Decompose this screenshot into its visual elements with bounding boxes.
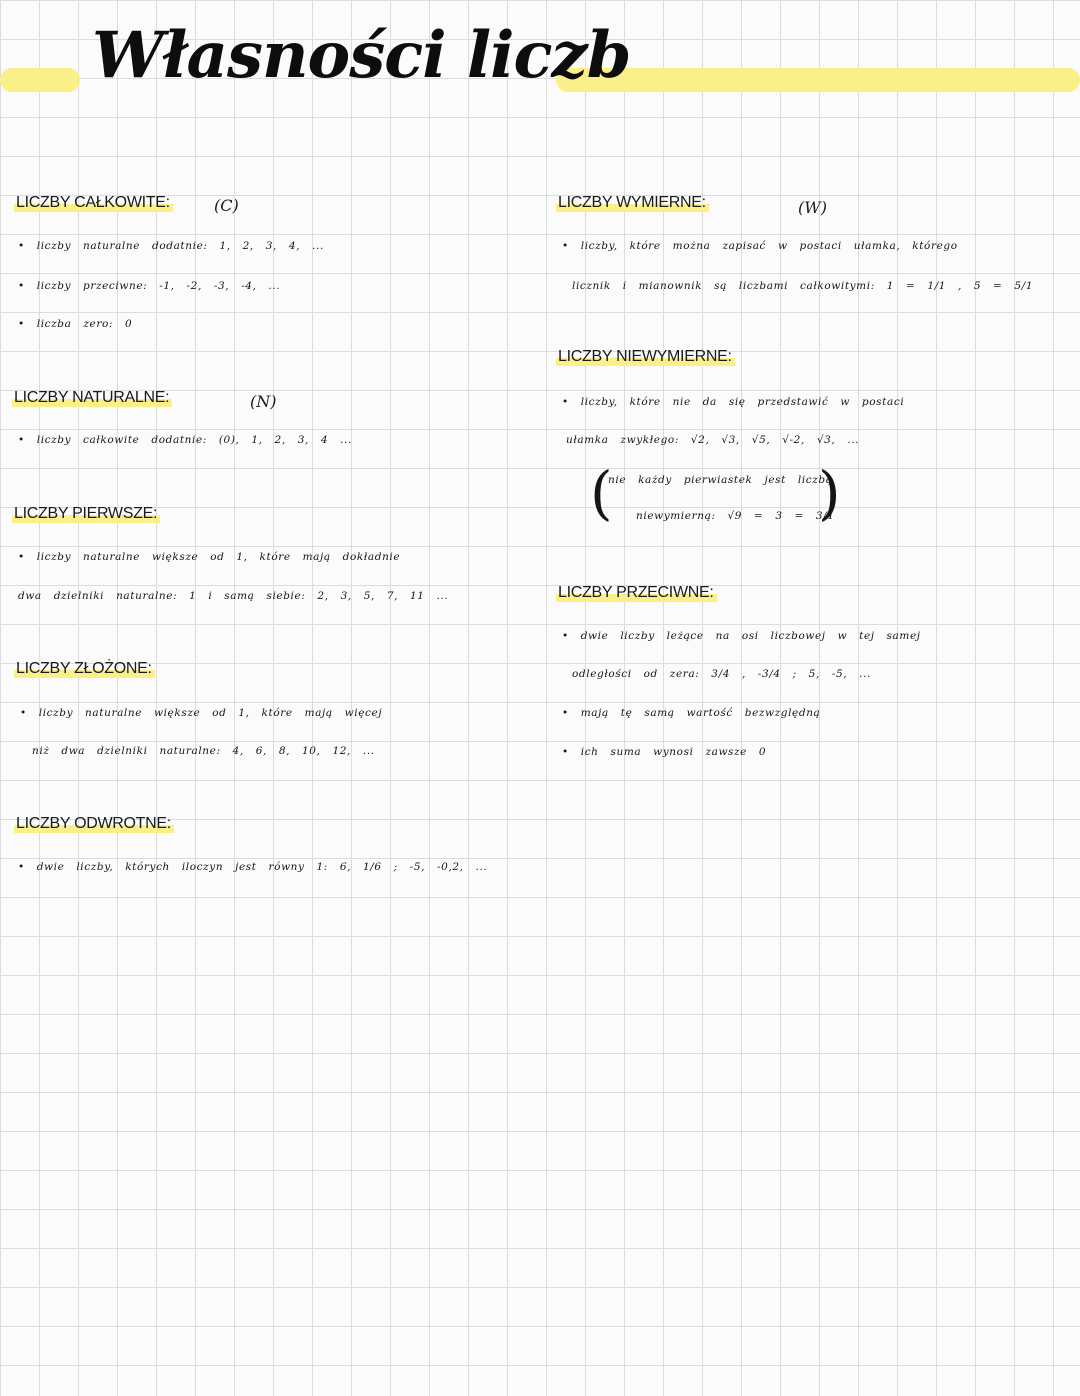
przeciwne-line-3: • mają tę samą wartość bezwzględną	[562, 707, 821, 719]
niewymierne-line-1: • liczby, które nie da się przedstawić w postaci	[562, 396, 905, 408]
calkowite-line-2: • liczby przeciwne: -1, -2, -3, -4, ...	[18, 280, 281, 292]
naturalne-line-1: • liczby całkowite dodatnie: (0), 1, 2, 3, 4 ...	[18, 434, 352, 446]
heading-calkowite: LICZBY CAŁKOWITE:	[14, 194, 173, 212]
zlozone-line-2: niż dwa dzielniki naturalne: 4, 6, 8, 10, 12, ...	[32, 745, 375, 757]
pierwsze-line-1: • liczby naturalne większe od 1, które mają dokładnie	[18, 551, 401, 563]
note-paren-left: (	[590, 459, 613, 527]
page-title: Własności liczb	[92, 18, 631, 93]
title-highlight-right	[556, 68, 1080, 92]
zlozone-line-1: • liczby naturalne większe od 1, które mają więcej	[20, 707, 383, 719]
niewymierne-note-2: niewymierną: √9 = 3 = 3/1	[636, 510, 835, 522]
heading-naturalne: LICZBY NATURALNE:	[12, 389, 172, 407]
title-highlight-left	[0, 68, 80, 92]
wymierne-line-1: • liczby, które można zapisać w postaci ułamka, którego	[562, 240, 958, 252]
heading-odwrotne: LICZBY ODWROTNE:	[14, 815, 174, 833]
odwrotne-line-1: • dwie liczby, których iloczyn jest równy 1: 6, 1/6 ; -5, -0,2, ...	[18, 861, 488, 873]
heading-wymierne: LICZBY WYMIERNE:	[556, 194, 709, 212]
niewymierne-line-2: ułamka zwykłego: √2, √3, √5, √-2, √3, ...	[566, 434, 860, 446]
wymierne-line-2: licznik i mianownik są liczbami całkowitymi: 1 = 1/1 , 5 = 5/1	[572, 280, 1034, 292]
heading-przeciwne: LICZBY PRZECIWNE:	[556, 584, 717, 602]
niewymierne-note-1: nie każdy pierwiastek jest liczbą	[608, 474, 833, 486]
przeciwne-line-1: • dwie liczby leżące na osi liczbowej w tej samej	[562, 630, 921, 642]
note-paren-right: )	[818, 459, 841, 527]
heading-zlozone: LICZBY ZŁOŻONE:	[14, 660, 155, 678]
symbol-calkowite: (C)	[214, 196, 239, 215]
pierwsze-line-2: dwa dzielniki naturalne: 1 i samą siebie: 2, 3, 5, 7, 11 ...	[18, 590, 449, 602]
heading-niewymierne: LICZBY NIEWYMIERNE:	[556, 348, 735, 366]
calkowite-line-1: • liczby naturalne dodatnie: 1, 2, 3, 4, ...	[18, 240, 324, 252]
calkowite-line-3: • liczba zero: 0	[18, 318, 133, 330]
symbol-wymierne: (W)	[798, 198, 827, 217]
heading-pierwsze: LICZBY PIERWSZE:	[12, 505, 160, 523]
przeciwne-line-4: • ich suma wynosi zawsze 0	[562, 746, 767, 758]
symbol-naturalne: (N)	[250, 392, 277, 411]
przeciwne-line-2: odległości od zera: 3/4 , -3/4 ; 5, -5, ...	[572, 668, 871, 680]
